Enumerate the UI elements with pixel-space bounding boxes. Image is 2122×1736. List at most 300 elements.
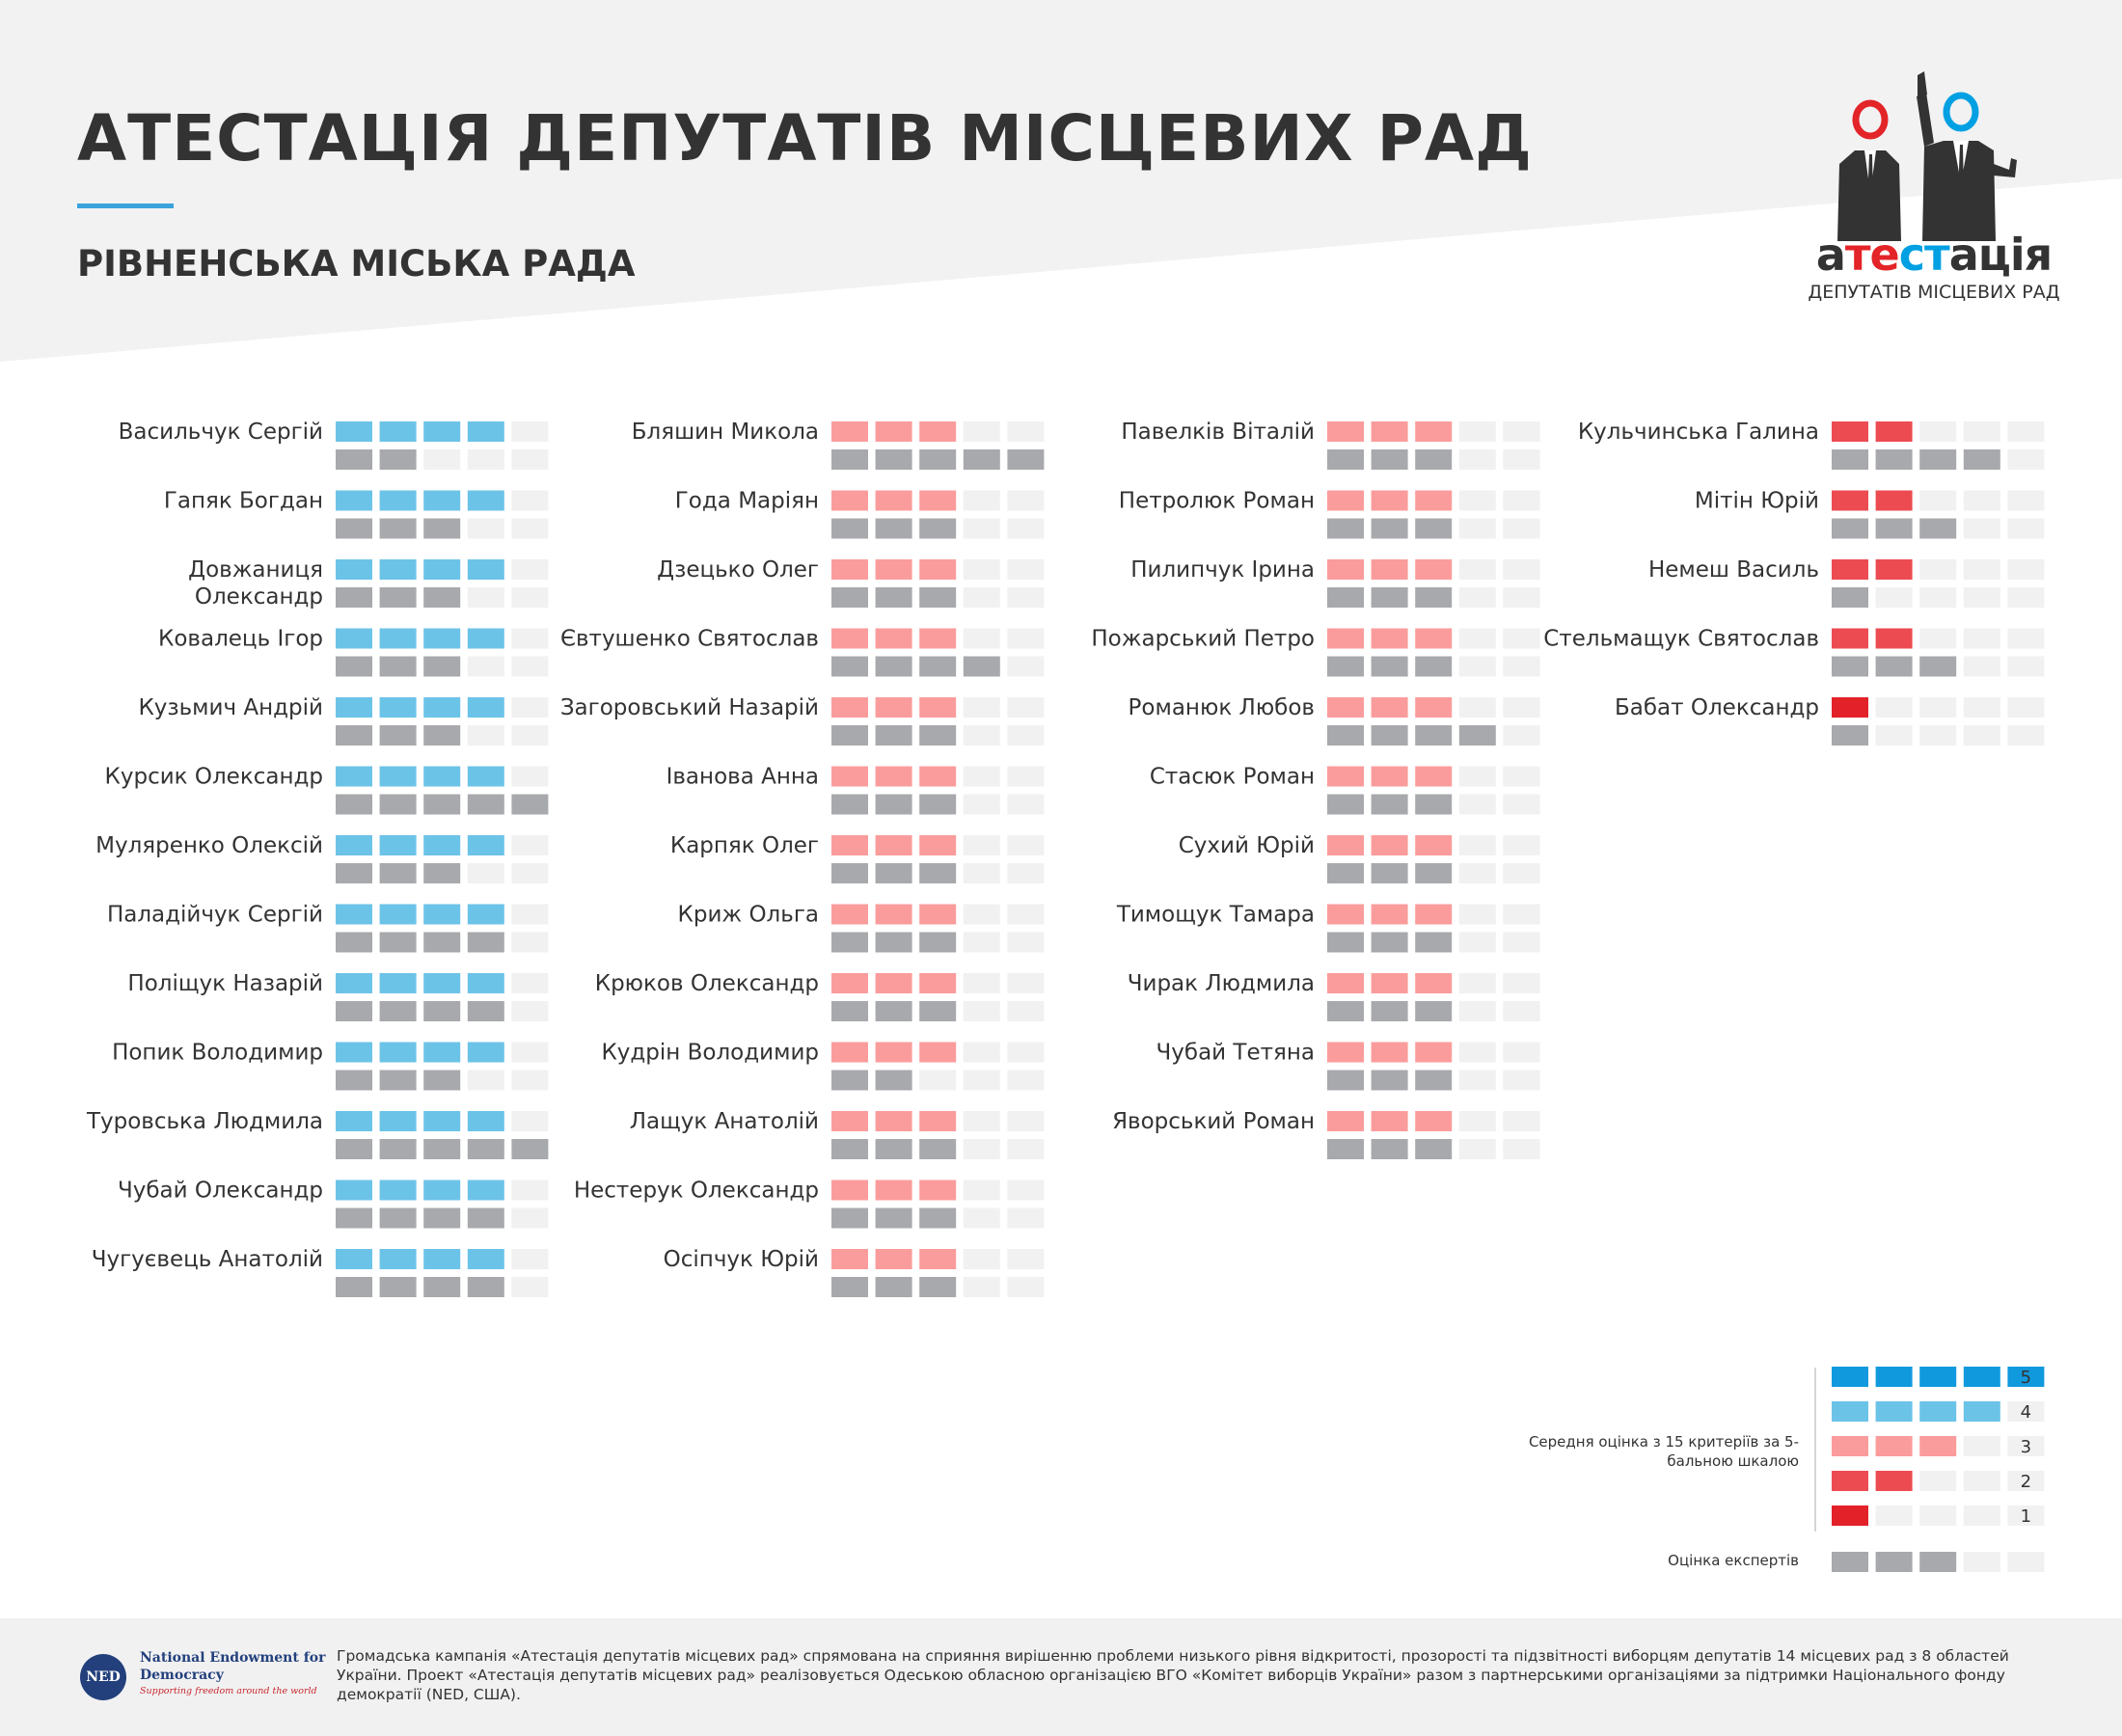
score-empty-bar (511, 559, 548, 580)
score-bar (468, 767, 504, 787)
expert-bar (380, 1071, 417, 1091)
score-bar (876, 767, 912, 787)
expert-bar (1372, 933, 1408, 953)
expert-empty-bar (1459, 933, 1496, 953)
logo-subtitle: ДЕПУТАТІВ МІСЦЕВИХ РАД (1808, 282, 2060, 303)
score-bar (876, 697, 912, 718)
deputy-name: Крюков Олександр (594, 971, 819, 996)
expert-bar (336, 795, 372, 815)
expert-bar (1415, 1139, 1452, 1159)
expert-bar (1876, 519, 1913, 539)
expert-bar (468, 1277, 504, 1297)
expert-empty-bar (1459, 863, 1496, 883)
score-bar (468, 1043, 504, 1063)
footer-disclaimer: Громадська кампанія «Атестація депутатів місцевих рад» спрямована на сприяння вирішенню проблеми низького рівня відкритості, прозорості та підзвітності виборцям депутатів 14 місцевих рад з 8 областей України. Проект «Атестація депутатів місцевих рад» реалізовується Одеською обласною організацією ВГО «Комітет виборців України» разом з партнерськими організаціями за підтримки Національного фонду демократії (NED, США). (337, 1647, 2009, 1703)
score-bar (468, 629, 504, 649)
legend-score-caption: Середня оцінка з 15 критеріїв за 5-бальною шкалою (1528, 1433, 1799, 1470)
expert-empty-bar (1503, 519, 1539, 539)
score-empty-bar (1919, 559, 1956, 580)
score-empty-bar (2007, 559, 2044, 580)
deputy-row (560, 627, 1044, 677)
score-empty-bar (2007, 629, 2044, 649)
expert-empty-bar (1007, 587, 1044, 608)
expert-bar (423, 1071, 460, 1091)
expert-empty-bar (964, 1071, 1000, 1091)
expert-bar (1832, 587, 1868, 608)
expert-bar (380, 519, 417, 539)
deputy-row (1543, 627, 2044, 677)
expert-empty-bar (1503, 1139, 1539, 1159)
expert-bar (919, 519, 956, 539)
deputy-name: Курсик Олександр (104, 764, 323, 790)
score-bar (1327, 767, 1364, 787)
expert-bar (1415, 863, 1452, 883)
score-bar (1415, 421, 1452, 442)
score-empty-bar (1919, 491, 1956, 511)
expert-bar (336, 1139, 372, 1159)
expert-bar (336, 1208, 372, 1229)
expert-empty-bar (511, 449, 548, 470)
score-empty-bar (1459, 835, 1496, 855)
score-bar (380, 1043, 417, 1063)
expert-empty-bar (2007, 725, 2044, 746)
score-bar (336, 1249, 372, 1269)
expert-bar (831, 1139, 868, 1159)
score-empty-bar (1459, 491, 1496, 511)
score-bar (423, 629, 460, 649)
score-bar (1327, 697, 1364, 718)
score-bar (831, 629, 868, 649)
score-empty-bar (1459, 905, 1496, 925)
score-bar (919, 629, 956, 649)
score-bar (423, 1180, 460, 1201)
expert-empty-bar (1503, 933, 1539, 953)
score-bar (1415, 697, 1452, 718)
score-bar (468, 559, 504, 580)
deputy-row (86, 1109, 548, 1159)
score-bar (876, 835, 912, 855)
score-empty-bar (1007, 835, 1044, 855)
expert-empty-bar (964, 1139, 1000, 1159)
expert-bar (1327, 725, 1364, 746)
score-bar (423, 491, 460, 511)
legend-bar (1832, 1505, 1868, 1526)
score-bar (876, 1111, 912, 1131)
expert-bar (831, 587, 868, 608)
score-bar (1327, 1043, 1364, 1063)
expert-bar (1372, 587, 1408, 608)
legend-row (1832, 1505, 2044, 1527)
score-bar (919, 1043, 956, 1063)
expert-empty-bar (511, 933, 548, 953)
expert-bar (831, 657, 868, 677)
expert-empty-bar (964, 863, 1000, 883)
deputy-row (1121, 420, 1539, 470)
expert-empty-bar (468, 725, 504, 746)
score-bar (919, 421, 956, 442)
score-empty-bar (1459, 1043, 1496, 1063)
expert-bar (876, 449, 912, 470)
expert-bar (831, 519, 868, 539)
council-name: РІВНЕНСЬКА МІСЬКА РАДА (77, 243, 636, 285)
score-empty-bar (511, 1249, 548, 1269)
page-title: АТЕСТАЦІЯ ДЕПУТАТІВ МІСЦЕВИХ РАД (77, 101, 1533, 176)
expert-bar (423, 1139, 460, 1159)
expert-empty-bar (1964, 657, 2000, 677)
deputy-row (678, 903, 1045, 953)
deputy-name-cont: Олександр (194, 584, 323, 610)
score-bar (380, 697, 417, 718)
score-bar (1372, 559, 1408, 580)
expert-bar (1327, 1071, 1364, 1091)
score-empty-bar (1503, 835, 1539, 855)
score-bar (1372, 835, 1408, 855)
expert-bar (919, 1208, 956, 1229)
expert-empty-bar (1503, 587, 1539, 608)
expert-bar (423, 657, 460, 677)
expert-empty-bar (1459, 1139, 1496, 1159)
expert-empty-bar (511, 519, 548, 539)
deputy-row (670, 833, 1045, 883)
ned-name: National Endowment for Democracy (140, 1650, 326, 1683)
score-bar (336, 629, 372, 649)
deputy-name: Загоровський Назарій (559, 695, 819, 720)
expert-bar (1372, 863, 1408, 883)
score-bar (919, 905, 956, 925)
expert-bar (1327, 795, 1364, 815)
deputy-row (595, 971, 1045, 1021)
deputy-name: Мітін Юрій (1694, 488, 1819, 514)
score-bar (1876, 559, 1913, 580)
deputy-name: Сухий Юрій (1178, 833, 1315, 858)
score-bar (423, 421, 460, 442)
score-bar (380, 491, 417, 511)
expert-empty-bar (423, 449, 460, 470)
score-bar (1415, 905, 1452, 925)
score-bar (423, 1249, 460, 1269)
score-bar (1832, 629, 1868, 649)
deputy-row (632, 420, 1045, 470)
expert-empty-bar (1007, 725, 1044, 746)
expert-empty-bar (511, 725, 548, 746)
expert-bar (380, 725, 417, 746)
expert-bar (468, 1139, 504, 1159)
score-bar (336, 421, 372, 442)
deputy-name: Паладійчук Сергій (106, 902, 323, 928)
score-bar (831, 973, 868, 993)
score-empty-bar (1007, 697, 1044, 718)
score-bar (919, 1249, 956, 1269)
ned-tagline: Supporting freedom around the world (140, 1686, 317, 1696)
expert-bar (1327, 587, 1364, 608)
score-empty-bar (964, 905, 1000, 925)
expert-empty-bar (1007, 1001, 1044, 1021)
deputy-name: Петролюк Роман (1118, 488, 1315, 514)
score-empty-bar (964, 1043, 1000, 1063)
expert-empty-bar (1007, 933, 1044, 953)
score-bar (831, 421, 868, 442)
score-bar (1372, 767, 1408, 787)
expert-empty-bar (2007, 587, 2044, 608)
score-bar (1327, 905, 1364, 925)
expert-bar (876, 1277, 912, 1297)
deputy-row (138, 695, 548, 746)
expert-bar (1415, 449, 1452, 470)
expert-bar (964, 449, 1000, 470)
legend-empty-bar (1876, 1505, 1913, 1526)
expert-bar (1415, 1001, 1452, 1021)
score-empty-bar (1007, 1043, 1044, 1063)
score-empty-bar (1964, 697, 2000, 718)
score-empty-bar (1503, 1043, 1539, 1063)
score-empty-bar (1459, 421, 1496, 442)
expert-bar (468, 795, 504, 815)
score-bar (468, 835, 504, 855)
legend-bar (1876, 1471, 1913, 1491)
score-bar (380, 1249, 417, 1269)
deputy-name: Бабат Олександр (1615, 695, 1819, 720)
deputy-name: Васильчук Сергій (118, 420, 323, 445)
deputy-name: Попик Володимир (112, 1040, 323, 1066)
score-bar (1327, 835, 1364, 855)
score-empty-bar (1503, 697, 1539, 718)
expert-bar (380, 1208, 417, 1229)
deputy-name: Поліщук Назарій (127, 971, 323, 996)
deputy-row (630, 1109, 1045, 1159)
score-bar (1876, 629, 1913, 649)
expert-bar (1415, 795, 1452, 815)
score-bar (336, 697, 372, 718)
expert-bar (1832, 657, 1868, 677)
deputy-row (675, 489, 1045, 539)
deputy-name: Чубай Тетяна (1156, 1040, 1315, 1066)
expert-bar (1415, 587, 1452, 608)
expert-empty-bar (1503, 449, 1539, 470)
deputy-name: Чирак Людмила (1127, 971, 1315, 996)
score-bar (876, 1249, 912, 1269)
score-bar (919, 835, 956, 855)
score-bar (919, 697, 956, 718)
score-bar (919, 973, 956, 993)
legend-row (1832, 1436, 2044, 1457)
expert-bar (876, 725, 912, 746)
legend-bar (1876, 1367, 1913, 1387)
score-bar (876, 905, 912, 925)
score-bar (336, 835, 372, 855)
expert-bar (1876, 657, 1913, 677)
deputy-row (112, 1041, 548, 1091)
legend-row (1832, 1367, 2044, 1388)
score-bar (423, 559, 460, 580)
expert-bar (511, 1139, 548, 1159)
legend-bar (1876, 1436, 1913, 1456)
expert-bar (876, 587, 912, 608)
expert-bar (1415, 657, 1452, 677)
score-empty-bar (964, 421, 1000, 442)
score-bar (380, 421, 417, 442)
score-empty-bar (511, 835, 548, 855)
expert-empty-bar (1007, 863, 1044, 883)
expert-empty-bar (1459, 1071, 1496, 1091)
score-bar (1415, 491, 1452, 511)
expert-empty-bar (468, 519, 504, 539)
expert-bar (876, 795, 912, 815)
expert-bar (1415, 933, 1452, 953)
legend-row (1832, 1471, 2044, 1492)
expert-bar (831, 1071, 868, 1091)
deputy-row (127, 971, 548, 1021)
expert-empty-bar (1459, 657, 1496, 677)
deputy-row (1130, 557, 1539, 608)
score-bar (1832, 697, 1868, 718)
deputy-row (107, 903, 548, 953)
expert-empty-bar (2007, 519, 2044, 539)
expert-bar (336, 1001, 372, 1021)
expert-bar (1372, 1071, 1408, 1091)
expert-bar (1372, 725, 1408, 746)
legend-level-label: 5 (2020, 1368, 2032, 1388)
legend-level-label: 4 (2020, 1402, 2032, 1423)
score-bar (380, 559, 417, 580)
expert-empty-bar (1459, 449, 1496, 470)
score-bar (876, 421, 912, 442)
expert-bar (336, 519, 372, 539)
expert-bar (1415, 519, 1452, 539)
deputy-name: Стельмащук Святослав (1543, 626, 1819, 652)
expert-empty-bar (1503, 725, 1539, 746)
legend-row (1832, 1401, 2044, 1423)
score-bar (468, 491, 504, 511)
score-empty-bar (964, 1180, 1000, 1201)
deputy-row (1128, 971, 1540, 1021)
score-empty-bar (1503, 767, 1539, 787)
expert-empty-bar (1007, 1139, 1044, 1159)
score-bar (831, 1043, 868, 1063)
expert-empty-bar (919, 1071, 956, 1091)
legend-level-label: 1 (2020, 1506, 2032, 1527)
score-empty-bar (1459, 629, 1496, 649)
legend-bar (1832, 1471, 1868, 1491)
expert-empty-bar (511, 1277, 548, 1297)
expert-bar (919, 657, 956, 677)
score-bar (876, 1180, 912, 1201)
expert-empty-bar (1459, 519, 1496, 539)
deputy-name: Пилипчук Ірина (1130, 557, 1315, 583)
deputy-row (158, 627, 548, 677)
score-empty-bar (1964, 491, 2000, 511)
expert-bar (423, 725, 460, 746)
score-empty-bar (1964, 421, 2000, 442)
deputy-name: Карпяк Олег (669, 833, 819, 858)
score-empty-bar (1503, 421, 1539, 442)
expert-bar (423, 519, 460, 539)
deputy-name: Чубай Олександр (117, 1178, 323, 1204)
score-bar (468, 905, 504, 925)
expert-bar (919, 587, 956, 608)
expert-bar (1327, 933, 1364, 953)
expert-bar (380, 1277, 417, 1297)
expert-empty-bar (964, 933, 1000, 953)
expert-empty-bar (2007, 449, 2044, 470)
score-bar (336, 905, 372, 925)
score-bar (1327, 421, 1364, 442)
expert-bar (1327, 657, 1364, 677)
expert-bar (1007, 449, 1044, 470)
legend-bar (1832, 1436, 1868, 1456)
expert-bar (876, 863, 912, 883)
deputy-row (1648, 557, 2044, 608)
expert-bar (964, 657, 1000, 677)
expert-empty-bar (964, 1277, 1000, 1297)
score-empty-bar (1876, 697, 1913, 718)
score-empty-bar (1007, 905, 1044, 925)
expert-empty-bar (1503, 795, 1539, 815)
deputy-row (657, 557, 1044, 608)
score-bar (1832, 559, 1868, 580)
expert-bar (380, 1139, 417, 1159)
expert-bar (336, 657, 372, 677)
score-empty-bar (964, 1111, 1000, 1131)
score-empty-bar (964, 629, 1000, 649)
deputy-row (560, 695, 1045, 746)
score-bar (468, 1111, 504, 1131)
score-empty-bar (511, 697, 548, 718)
legend-empty-bar (1964, 1505, 2000, 1526)
expert-empty-bar (1007, 657, 1044, 677)
score-bar (831, 835, 868, 855)
score-bar (423, 767, 460, 787)
score-bar (1415, 1111, 1452, 1131)
score-empty-bar (1007, 491, 1044, 511)
legend-bar (1876, 1401, 1913, 1422)
expert-bar (831, 1208, 868, 1229)
score-empty-bar (511, 491, 548, 511)
deputy-row (1150, 765, 1540, 815)
deputy-name: Нестерук Олександр (573, 1178, 819, 1204)
deputy-name: Яворський Роман (1112, 1109, 1315, 1134)
score-empty-bar (1007, 559, 1044, 580)
score-bar (423, 835, 460, 855)
score-bar (1372, 1111, 1408, 1131)
expert-bar (468, 933, 504, 953)
expert-empty-bar (1007, 1277, 1044, 1297)
expert-bar (336, 725, 372, 746)
expert-bar (1372, 449, 1408, 470)
expert-bar (919, 933, 956, 953)
score-empty-bar (1503, 559, 1539, 580)
score-bar (1876, 491, 1913, 511)
deputy-name: Іванова Анна (666, 764, 819, 790)
expert-bar (1919, 519, 1956, 539)
score-bar (831, 1180, 868, 1201)
expert-bar (380, 1001, 417, 1021)
score-empty-bar (1007, 1180, 1044, 1201)
score-bar (919, 767, 956, 787)
deputy-name: Дзецько Олег (657, 557, 819, 583)
deputy-name: Бляшин Микола (631, 420, 819, 445)
score-empty-bar (1503, 491, 1539, 511)
legend-expert-empty-bar (2007, 1552, 2044, 1572)
expert-empty-bar (468, 449, 504, 470)
deputy-row (1578, 420, 2045, 470)
score-bar (1832, 491, 1868, 511)
expert-bar (1459, 725, 1496, 746)
deputy-name: Осіпчук Юрій (663, 1247, 819, 1272)
legend-expert-label: Оцінка експертів (1668, 1552, 1799, 1569)
expert-bar (1415, 1071, 1452, 1091)
legend-bar (1919, 1367, 1956, 1387)
expert-empty-bar (511, 1001, 548, 1021)
